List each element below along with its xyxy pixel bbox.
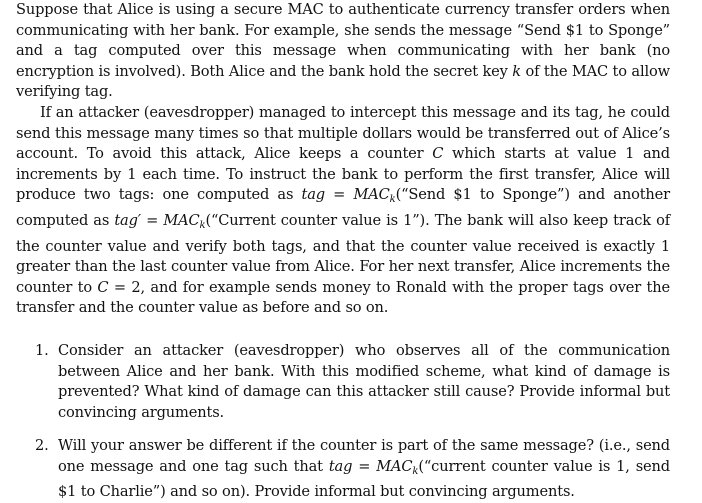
tag-formula-arg: (“Send $1 to Sponge”) — [395, 186, 570, 204]
tag-formula-lhs: tag — [301, 186, 325, 204]
mac-subscript: k — [199, 219, 206, 231]
counter-scheme-paragraph: If an attacker (eavesdropper) managed to intercept this message and its tag, he could send this message many times so that multiple dollars would be transferred out of Alice’s account. To avoid this attack, Alice keeps a counter C which starts at value 1 and increments by 1 each time. To instruct the bank to perform the first transfer, Alice will produce two tags: one computed as tag = $MAC_k(“Send$ $1 to Sponge”) and another computed as $tag' = MAC_k(“Current$ counter value is 1”). The bank will also keep track of the counter value and verify both tags, and that the counter value received is exactly 1 greater than the last counter value from Alice. For her next transfer, Alice increments the counter to C = 2, and for example sends money to Ronald with the proper tags over the transfer and the counter value as before and so on. — [16, 103, 670, 317]
tag-prime-lhs: tag′ — [114, 211, 141, 229]
question-list — [16, 341, 670, 503]
tag-formula-lhs: tag — [328, 457, 353, 475]
tag-prime-arg: (“Current counter value is 1”) — [205, 211, 426, 229]
tag-formula-arg: (“current counter value is 1, send $1 to Charlie”) — [58, 457, 670, 501]
counter-symbol: C — [97, 278, 109, 296]
mac-function: MAC — [376, 457, 413, 475]
mac-function: MAC — [163, 211, 200, 229]
mac-subscript: k — [412, 465, 419, 477]
document-page — [16, 0, 670, 503]
counter-symbol: C — [432, 145, 444, 163]
question-text: Consider an attacker (eavesdropper) who observes all of the communication between Alice and her bank. With this modified scheme, what kind of damage is prevented? What kind of damage can this attacker still cause? Provide informal but convincing arguments. — [58, 341, 670, 421]
question-number: 2. — [35, 437, 49, 455]
question-number: 1. — [35, 341, 49, 359]
mac-function: MAC — [353, 186, 390, 204]
intro-paragraph: Suppose that Alice is using a secure MAC to authenticate currency transfer orders when communicating with her bank. For example, she sends the message “Send $1 to Sponge” and a tag computed over this message when communicating with her bank (no encryption is involved). Both Alice and the bank hold the secret key k of the MAC to allow verifying tag. — [16, 1, 670, 101]
question-item-1 — [16, 341, 670, 423]
mac-subscript: k — [389, 194, 396, 206]
key-symbol: k — [512, 62, 521, 80]
question-item-2: 2. Will your answer be different if the counter is part of the same message? (i.e., send one message and one tag such that tag = $MAC_k(“current$ counter value is 1, send $1 to Charlie”) and so on). Provide informal but convincing arguments. — [35, 437, 670, 501]
